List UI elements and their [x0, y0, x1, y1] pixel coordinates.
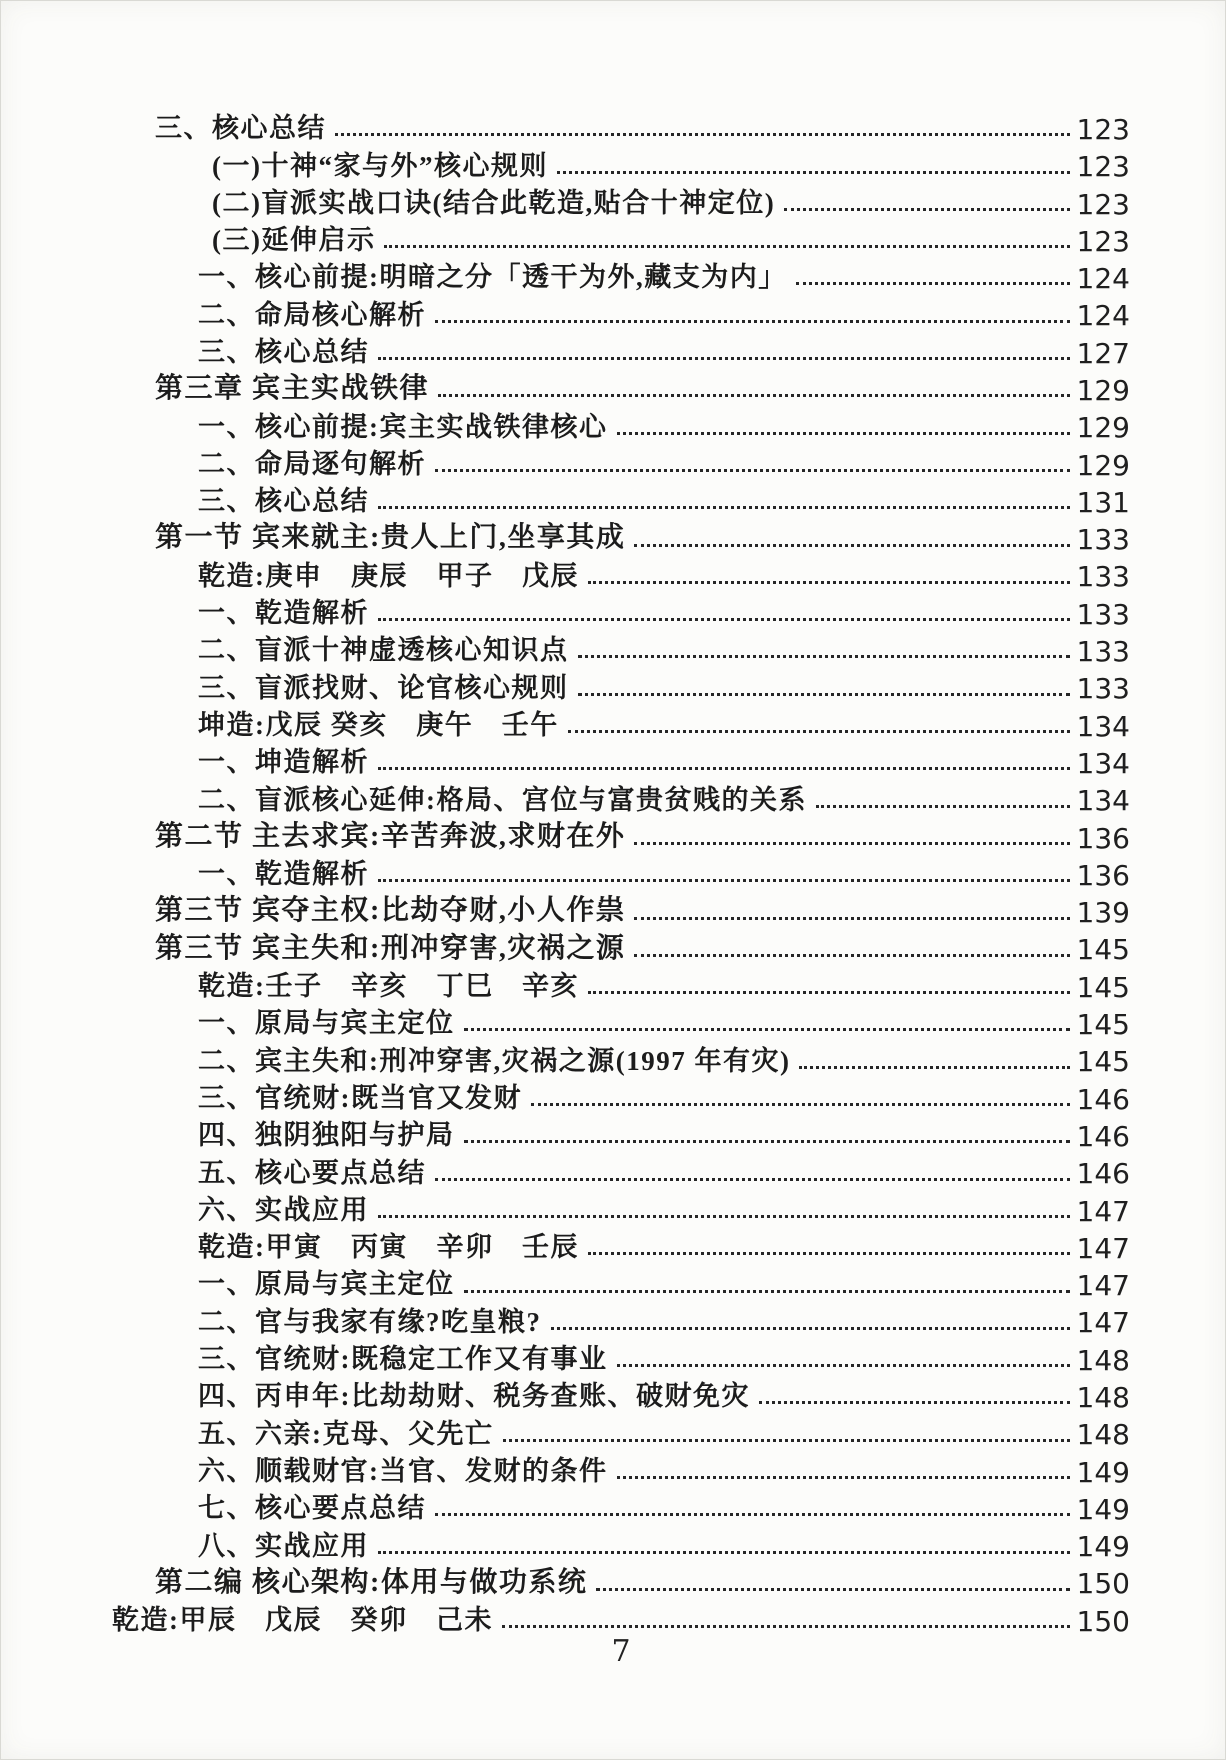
toc-entry-title: (二)盲派实战口诀(结合此乾造,贴合十神定位): [212, 187, 776, 218]
toc-entry-title: 一、原局与宾主定位: [198, 1008, 455, 1039]
dot-leader: [588, 1252, 1070, 1255]
dot-leader: [378, 506, 1070, 509]
toc-entry-page: 136: [1076, 821, 1130, 855]
toc-list: [112, 107, 1130, 1636]
dot-leader: [503, 1439, 1070, 1442]
dot-leader: [438, 394, 1070, 397]
toc-entry: [112, 480, 1130, 517]
toc-entry: [112, 293, 1130, 333]
toc-entry: [112, 890, 1130, 930]
toc-entry-page: 150: [1076, 1567, 1130, 1601]
dot-leader: [557, 171, 1070, 174]
toc-entry: [112, 704, 1130, 741]
toc-entry-title: 三、核心总结: [198, 486, 369, 517]
toc-entry-page: 124: [1076, 262, 1130, 296]
dot-leader: [634, 917, 1069, 920]
toc-entry-title: 乾造:庚申 庚辰 甲子 戊辰: [198, 560, 579, 591]
toc-entry-title: 三、官统财:既稳定工作又有事业: [198, 1344, 608, 1375]
toc-entry: [112, 144, 1130, 184]
toc-entry-title: 一、乾造解析: [198, 598, 369, 629]
toc-entry-page: 148: [1076, 1343, 1130, 1377]
dot-leader: [502, 1625, 1070, 1628]
dot-leader: [634, 544, 1069, 547]
toc-entry: [112, 443, 1130, 480]
toc-entry-page: 129: [1076, 373, 1130, 407]
toc-entry-title: 第三节 宾夺主权:比劫夺财,小人作祟: [155, 895, 626, 927]
toc-entry-page: 147: [1076, 1194, 1130, 1228]
toc-entry-page: 149: [1076, 1455, 1130, 1489]
toc-entry-title: 三、核心总结: [155, 113, 326, 144]
toc-entry-title: 五、六亲:克母、父先亡: [198, 1418, 494, 1449]
toc-entry-title: 四、丙申年:比劫劫财、税务查账、破财免灾: [198, 1381, 750, 1412]
dot-leader: [578, 693, 1070, 696]
dot-leader: [759, 1401, 1070, 1404]
dot-leader: [435, 320, 1070, 323]
page-footer: [112, 1634, 1130, 1669]
dot-leader: [617, 1364, 1070, 1367]
toc-entry-title: 二、盲派核心延伸:格局、宫位与富贵贫贱的关系: [198, 784, 807, 815]
toc-entry-title: 三、核心总结: [198, 337, 369, 368]
toc-entry: [112, 1263, 1130, 1303]
toc-entry-page: 139: [1076, 896, 1130, 930]
dot-leader: [796, 282, 1070, 285]
toc-entry: [112, 1524, 1130, 1564]
dot-leader: [435, 1513, 1070, 1516]
toc-entry-title: 第二节 主去求宾:辛苦奔波,求财在外: [155, 820, 626, 852]
dot-leader: [578, 655, 1070, 658]
toc-entry-title: (三)延伸启示: [212, 225, 376, 256]
dot-leader: [378, 618, 1070, 621]
toc-entry-title: 四、独阴独阳与护局: [198, 1120, 455, 1151]
dot-leader: [435, 1178, 1070, 1181]
toc-entry-page: 133: [1076, 523, 1130, 557]
dot-leader: [384, 245, 1069, 248]
toc-entry-title: 乾造:壬子 辛亥 丁巳 辛亥: [198, 971, 579, 1002]
toc-entry-page: 133: [1076, 560, 1130, 594]
toc-entry-page: 133: [1076, 597, 1130, 631]
toc-entry-title: 二、宾主失和:刑冲穿害,灾祸之源(1997 年有灾): [198, 1045, 791, 1076]
toc-entry: [112, 1189, 1130, 1226]
toc-entry: [112, 853, 1130, 890]
toc-entry: [112, 1002, 1130, 1042]
toc-entry-title: 第一节 宾来就主:贵人上门,坐享其成: [155, 522, 626, 554]
toc-entry-page: 129: [1076, 411, 1130, 445]
toc-entry: [112, 629, 1130, 669]
toc-entry-title: 六、顺载财官:当官、发财的条件: [198, 1455, 608, 1486]
toc-entry-title: 第三节 宾主失和:刑冲穿害,灾祸之源: [155, 932, 626, 964]
toc-entry-page: 124: [1076, 299, 1130, 333]
toc-entry-title: 一、核心前提:宾主实战铁律核心: [198, 411, 608, 442]
toc-entry-title: 一、坤造解析: [198, 747, 369, 778]
toc-entry-page: 148: [1076, 1381, 1130, 1414]
page-footer-number: 7: [611, 1634, 631, 1669]
toc-entry: [112, 1226, 1130, 1263]
toc-entry: [112, 1151, 1130, 1191]
toc-entry-title: 第二编 核心架构:体用与做功系统: [155, 1566, 588, 1598]
toc-entry-page: 127: [1076, 336, 1130, 370]
dot-leader: [596, 1588, 1069, 1591]
dot-leader: [378, 1551, 1070, 1554]
toc-entry-title: 二、盲派十神虚透核心知识点: [198, 635, 569, 666]
toc-entry-page: 133: [1076, 635, 1130, 669]
toc-entry: [112, 219, 1130, 256]
toc-entry: [112, 1338, 1130, 1375]
toc-entry-page: 149: [1076, 1492, 1130, 1526]
toc-entry-title: 乾造:甲寅 丙寅 辛卯 壬辰: [198, 1232, 579, 1263]
toc-entry: [112, 1487, 1130, 1524]
toc-entry-page: 150: [1076, 1604, 1130, 1638]
dot-leader: [378, 357, 1070, 360]
dot-leader: [335, 133, 1070, 136]
toc-entry-page: 147: [1076, 1306, 1130, 1340]
dot-leader: [568, 730, 1070, 733]
toc-entry-page: 123: [1076, 112, 1130, 146]
toc-entry: [112, 1077, 1130, 1114]
toc-entry: [112, 1412, 1130, 1452]
dot-leader: [435, 469, 1070, 472]
toc-entry: [112, 816, 1130, 853]
toc-entry-title: 第三章 宾主实战铁律: [155, 373, 430, 405]
dot-leader: [551, 1327, 1070, 1330]
toc-entry-title: 一、核心前提:明暗之分「透干为外,藏支为内」: [198, 262, 787, 293]
dot-leader: [588, 581, 1070, 584]
dot-leader: [464, 1290, 1070, 1293]
toc-entry-title: 二、命局核心解析: [198, 299, 426, 330]
toc-entry-page: 147: [1076, 1231, 1130, 1265]
toc-entry-page: 123: [1076, 150, 1130, 184]
toc-entry-page: 134: [1076, 784, 1130, 818]
dot-leader: [464, 1140, 1070, 1143]
toc-entry-page: 146: [1076, 1157, 1130, 1191]
toc-entry-page: 136: [1076, 858, 1130, 892]
toc-entry-page: 129: [1076, 448, 1130, 482]
toc-entry-page: 123: [1076, 187, 1130, 221]
toc-entry-page: 145: [1076, 933, 1130, 967]
toc-entry-page: 145: [1076, 1045, 1130, 1079]
dot-leader: [617, 1476, 1070, 1479]
toc-entry-title: 一、乾造解析: [198, 859, 369, 890]
toc-entry-title: 二、官与我家有缘?吃皇粮?: [198, 1306, 542, 1337]
toc-entry-title: 三、盲派找财、论官核心规则: [198, 672, 569, 703]
dot-leader: [617, 432, 1070, 435]
toc-entry: [112, 778, 1130, 818]
toc-entry: [112, 1039, 1130, 1079]
toc-entry: [112, 555, 1130, 592]
toc-entry-page: 134: [1076, 709, 1130, 743]
toc-entry-title: 八、实战应用: [198, 1530, 369, 1561]
toc-entry-page: 131: [1076, 485, 1130, 519]
toc-entry: [112, 741, 1130, 778]
toc-entry-page: 149: [1076, 1530, 1130, 1564]
toc-entry-page: 145: [1076, 970, 1130, 1004]
toc-entry: [112, 1562, 1130, 1599]
toc-entry-page: 146: [1076, 1082, 1130, 1116]
toc-entry: [112, 1301, 1130, 1338]
toc-entry: [112, 666, 1130, 706]
dot-leader: [378, 879, 1070, 882]
dot-leader: [378, 1215, 1070, 1218]
toc-entry: [112, 928, 1130, 965]
toc-entry: [112, 182, 1130, 219]
dot-leader: [784, 208, 1069, 211]
toc-entry: [112, 368, 1130, 405]
toc-entry-title: 坤造:戊辰 癸亥 庚午 壬午: [198, 710, 559, 740]
toc-entry-title: 一、原局与宾主定位: [198, 1269, 455, 1300]
dot-leader: [588, 991, 1070, 994]
toc-entry-title: 二、命局逐句解析: [198, 448, 426, 479]
toc-entry-page: 148: [1076, 1418, 1130, 1452]
toc-entry: [112, 331, 1130, 368]
toc-entry-page: 147: [1076, 1269, 1130, 1303]
toc-entry: [112, 1375, 1130, 1412]
toc-entry-title: (一)十神“家与外”核心规则: [212, 150, 548, 181]
toc-entry: [112, 107, 1130, 144]
toc-entry: [112, 1450, 1130, 1487]
toc-entry: [112, 517, 1130, 557]
toc-entry-title: 乾造:甲辰 戊辰 癸卯 己未: [112, 1605, 493, 1636]
toc-entry-title: 六、实战应用: [198, 1194, 369, 1225]
toc-entry-title: 三、官统财:既当官又发财: [198, 1082, 522, 1113]
toc-entry-title: 七、核心要点总结: [198, 1493, 426, 1524]
toc-entry: [112, 965, 1130, 1002]
toc-entry-page: 133: [1076, 672, 1130, 706]
toc-entry: [112, 1599, 1130, 1636]
toc-entry-title: 五、核心要点总结: [198, 1157, 426, 1188]
dot-leader: [378, 767, 1070, 770]
toc-entry-page: 145: [1076, 1008, 1130, 1042]
dot-leader: [464, 1028, 1070, 1031]
toc-entry: [112, 256, 1130, 296]
toc-entry: [112, 1114, 1130, 1151]
dot-leader: [634, 954, 1069, 957]
toc-entry: [112, 592, 1130, 629]
toc-entry-page: 134: [1076, 746, 1130, 780]
dot-leader: [531, 1103, 1070, 1106]
toc-entry-page: 123: [1076, 224, 1130, 258]
toc-entry: [112, 405, 1130, 445]
toc-entry-page: 146: [1076, 1119, 1130, 1153]
dot-leader: [799, 1066, 1069, 1069]
dot-leader: [634, 842, 1069, 845]
dot-leader: [816, 805, 1070, 808]
